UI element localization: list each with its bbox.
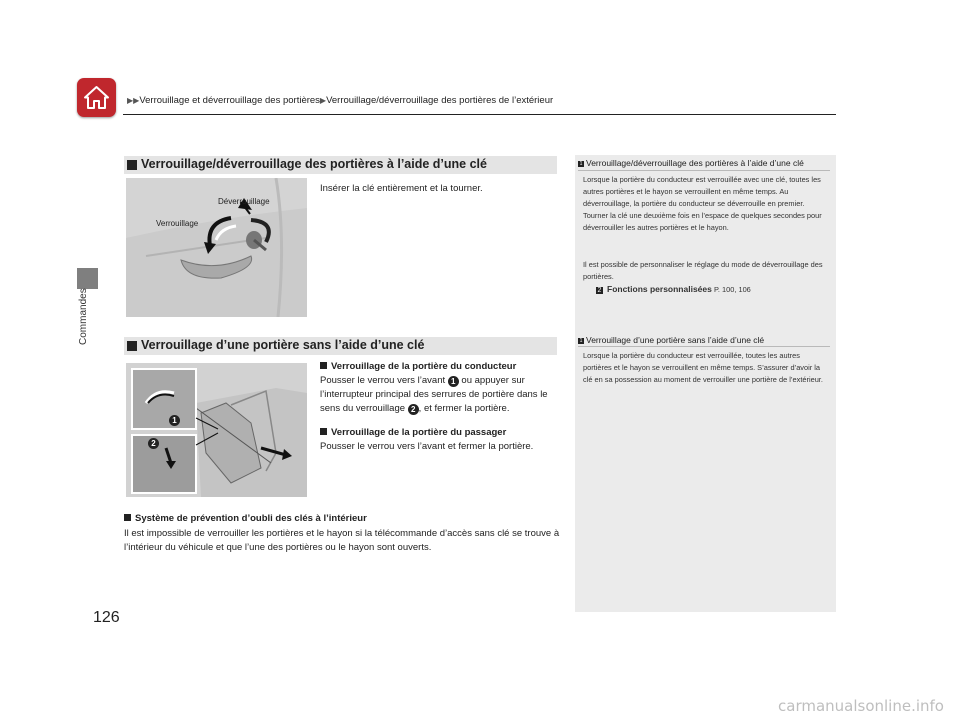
passenger-door-text: Pousser le verrou vers l’avant et fermer la portière. xyxy=(320,441,534,452)
note-number: 1 xyxy=(579,161,583,167)
note-number: 1 xyxy=(579,338,583,344)
driver-text-b: ou appuyer sur l’interrupteur principal des serrures de portière dans le sens du verrouillage xyxy=(320,375,548,414)
chevron-right-icon: ▶ xyxy=(319,96,327,105)
note-paragraph: Il est possible de personnaliser le réglage du mode de déverrouillage des portières. xyxy=(583,260,823,281)
key-prevention-heading xyxy=(124,513,367,524)
key-lock-illustration xyxy=(126,178,307,317)
key-prevention-text: Il est impossible de verrouiller les portières et le hayon si la télécommande d’accès sans clé se trouve à l’intérieur du véhicule et que l’une des portières ou le hayon sont ouverts. xyxy=(124,528,560,553)
square-bullet-icon xyxy=(127,341,137,351)
watermark: carmanualsonline.info xyxy=(778,697,944,715)
key-prevention-heading-text: Système de prévention d’oubli des clés à l’intérieur xyxy=(135,513,367,524)
section-heading xyxy=(124,156,557,174)
home-icon xyxy=(83,84,110,111)
note-heading xyxy=(578,335,764,345)
square-bullet-icon xyxy=(124,514,131,521)
callout-2: 2 xyxy=(148,438,159,449)
square-bullet-icon xyxy=(320,428,327,435)
section-title: Verrouillage d’une portière sans l’aide d’une clé xyxy=(141,338,425,352)
header-divider xyxy=(123,114,836,115)
note-paragraph: Lorsque la portière du conducteur est verrouillée, toutes les autres portières et le hayon se verrouillent en même temps. S’assurer d’avoir la clé en sa possession au moment de verrouiller une portière de l’extérieur. xyxy=(583,351,823,384)
chevron-right-icon: ▶▶ xyxy=(127,96,140,105)
driver-door-heading-text: Verrouillage de la portière du conducteur xyxy=(331,361,517,372)
note-title: Verrouillage d’une portière sans l’aide d’une clé xyxy=(586,335,765,345)
door-illustration xyxy=(126,363,307,497)
home-button[interactable] xyxy=(77,78,116,117)
breadcrumb xyxy=(127,95,553,106)
note-heading xyxy=(578,158,804,168)
passenger-door-heading-text: Verrouillage de la portière du passager xyxy=(331,427,507,438)
breadcrumb-item[interactable]: Verrouillage et déverrouillage des portières xyxy=(139,95,320,106)
note-divider xyxy=(578,346,830,347)
chapter-label: Commandes xyxy=(78,288,89,345)
section1-text: Insérer la clé entièrement et la tourner. xyxy=(320,183,483,194)
section-title: Verrouillage/déverrouillage des portières à l’aide d’une clé xyxy=(141,157,487,171)
reference-arrow-icon: 2 xyxy=(597,287,602,294)
callout-1-inline: 1 xyxy=(448,376,459,387)
note-paragraph: Lorsque la portière du conducteur est verrouillée avec une clé, toutes les autres portières et le hayon se verrouillent en même temps. Au déverrouillage, la portière du conducteur se déverrouille en premier. Tourner la clé une deuxième fois en l’espace de quelques secondes pour déverrouiller les autres portières et le hayon. xyxy=(583,175,822,232)
note-title: Verrouillage/déverrouillage des portières à l’aide d’une clé xyxy=(586,158,804,168)
unlock-label: Déverrouillage xyxy=(218,197,270,206)
square-bullet-icon xyxy=(127,160,137,170)
driver-text-a: Pousser le verrou vers l’avant xyxy=(320,375,446,386)
reference-pages: P. 100, 106 xyxy=(713,285,751,294)
reference-label: Fonctions personnalisées xyxy=(607,284,712,294)
driver-text-c: , et fermer la portière. xyxy=(418,403,510,414)
passenger-door-heading xyxy=(320,427,506,438)
door-lock-illustration xyxy=(126,363,307,497)
breadcrumb-item[interactable]: Verrouillage/déverrouillage des portières de l’extérieur xyxy=(326,95,554,106)
door-handle-illustration xyxy=(126,178,307,317)
callout-2-inline: 2 xyxy=(408,404,419,415)
callout-1: 1 xyxy=(169,415,180,426)
square-bullet-icon xyxy=(320,362,327,369)
note-divider xyxy=(578,170,830,171)
cross-reference-link[interactable] xyxy=(596,283,751,296)
driver-door-heading xyxy=(320,361,516,372)
lock-label: Verrouillage xyxy=(156,219,199,228)
chapter-tab[interactable] xyxy=(77,268,98,289)
page-number: 126 xyxy=(93,609,120,626)
driver-door-text xyxy=(320,374,556,416)
section-heading xyxy=(124,337,557,355)
